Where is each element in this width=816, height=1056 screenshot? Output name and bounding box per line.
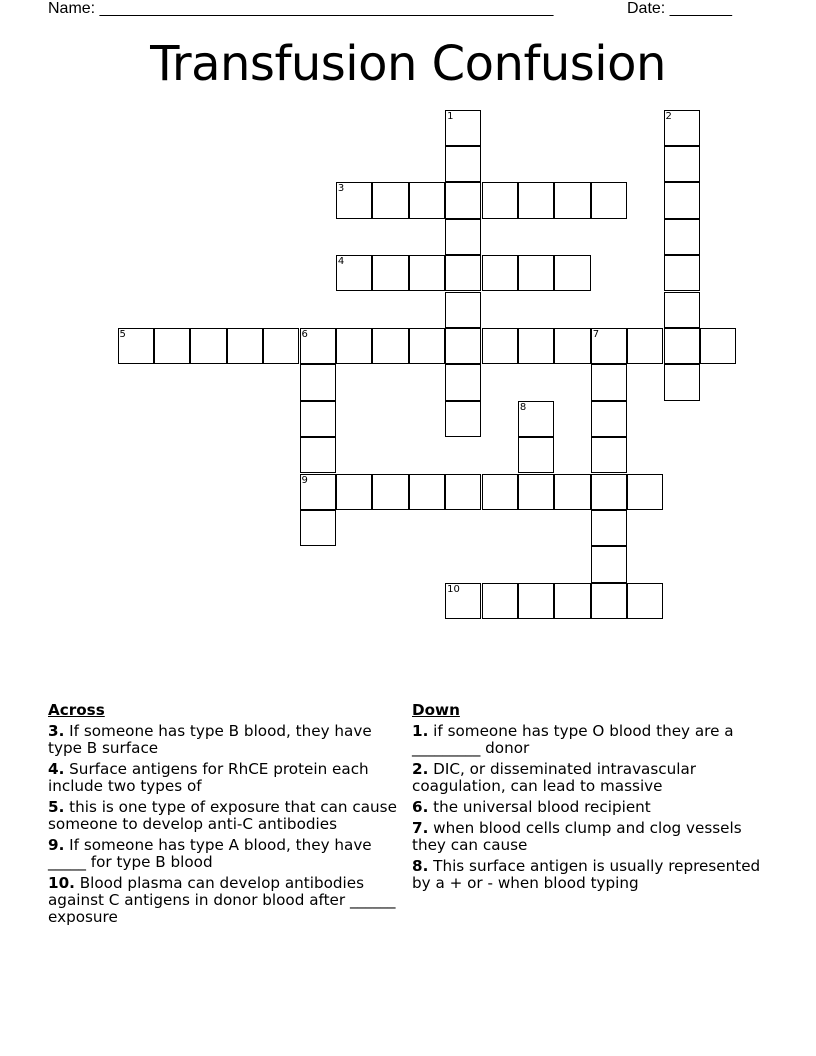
clue-number: 6. bbox=[412, 798, 429, 816]
crossword-cell[interactable] bbox=[409, 182, 445, 218]
down-clues bbox=[412, 702, 772, 896]
across-clue bbox=[48, 723, 408, 757]
cell-number: 6 bbox=[301, 328, 308, 340]
crossword-cell[interactable] bbox=[227, 328, 263, 364]
crossword-cell[interactable] bbox=[627, 583, 663, 619]
crossword-cell[interactable] bbox=[664, 364, 700, 400]
crossword-cell[interactable] bbox=[554, 328, 590, 364]
crossword-cell[interactable] bbox=[518, 328, 554, 364]
crossword-cell[interactable] bbox=[409, 255, 445, 291]
clue-text: DIC, or disseminated intravascular coagulation, can lead to massive bbox=[412, 760, 697, 795]
down-clue bbox=[412, 858, 772, 892]
crossword-cell[interactable] bbox=[591, 546, 627, 582]
crossword-cell[interactable] bbox=[409, 474, 445, 510]
crossword-cell[interactable] bbox=[300, 437, 336, 473]
clue-number: 10. bbox=[48, 874, 75, 892]
crossword-cell[interactable] bbox=[664, 146, 700, 182]
clue-number: 9. bbox=[48, 836, 65, 854]
across-heading: Across bbox=[48, 701, 105, 719]
down-clue bbox=[412, 723, 772, 757]
crossword-cell[interactable] bbox=[591, 401, 627, 437]
clue-number: 5. bbox=[48, 798, 65, 816]
crossword-cell[interactable] bbox=[591, 474, 627, 510]
crossword-cell[interactable] bbox=[118, 328, 154, 364]
crossword-cell[interactable] bbox=[263, 328, 299, 364]
down-heading: Down bbox=[412, 701, 460, 719]
crossword-cell[interactable] bbox=[445, 292, 481, 328]
crossword-cell[interactable] bbox=[300, 401, 336, 437]
crossword-cell[interactable] bbox=[300, 328, 336, 364]
crossword-cell[interactable] bbox=[445, 255, 481, 291]
crossword-cell[interactable] bbox=[591, 437, 627, 473]
down-clue bbox=[412, 820, 772, 854]
across-clues bbox=[48, 702, 408, 930]
clue-text: the universal blood recipient bbox=[433, 798, 651, 816]
crossword-cell[interactable] bbox=[190, 328, 226, 364]
clue-text: This surface antigen is usually represented by a + or - when blood typing bbox=[412, 857, 761, 892]
crossword-cell[interactable] bbox=[445, 182, 481, 218]
crossword-cell[interactable] bbox=[482, 182, 518, 218]
crossword-cell[interactable] bbox=[409, 328, 445, 364]
crossword-cell[interactable] bbox=[664, 328, 700, 364]
cell-number: 5 bbox=[119, 328, 126, 340]
crossword-cell[interactable] bbox=[518, 437, 554, 473]
clue-text: If someone has type A blood, they have _____ for type B blood bbox=[48, 836, 372, 871]
across-clue bbox=[48, 799, 408, 833]
crossword-cell[interactable] bbox=[627, 328, 663, 364]
crossword-cell[interactable] bbox=[445, 583, 481, 619]
cell-number: 4 bbox=[337, 256, 345, 268]
crossword-cell[interactable] bbox=[372, 328, 408, 364]
down-clue bbox=[412, 761, 772, 795]
crossword-cell[interactable] bbox=[336, 328, 372, 364]
crossword-cell[interactable] bbox=[372, 255, 408, 291]
crossword-cell[interactable] bbox=[554, 182, 590, 218]
crossword-cell[interactable] bbox=[518, 182, 554, 218]
crossword-cell[interactable] bbox=[445, 146, 481, 182]
crossword-cell[interactable] bbox=[664, 110, 700, 146]
crossword-cell[interactable] bbox=[518, 583, 554, 619]
crossword-cell[interactable] bbox=[445, 401, 481, 437]
crossword-cell[interactable] bbox=[664, 219, 700, 255]
crossword-cell[interactable] bbox=[372, 182, 408, 218]
clue-text: when blood cells clump and clog vessels they can cause bbox=[412, 819, 742, 854]
crossword-cell[interactable] bbox=[154, 328, 190, 364]
crossword-cell[interactable] bbox=[300, 364, 336, 400]
crossword-cell[interactable] bbox=[445, 219, 481, 255]
clue-number: 8. bbox=[412, 857, 429, 875]
clue-number: 3. bbox=[48, 722, 65, 740]
crossword-cell[interactable] bbox=[445, 110, 481, 146]
crossword-cell[interactable] bbox=[482, 474, 518, 510]
date-field-label: Date: _______ bbox=[627, 0, 732, 17]
clue-number: 2. bbox=[412, 760, 429, 778]
across-clue bbox=[48, 761, 408, 795]
crossword-cell[interactable] bbox=[700, 328, 736, 364]
clue-text: Blood plasma can develop antibodies against C antigens in donor blood after ______ exposure bbox=[48, 874, 396, 926]
crossword-cell[interactable] bbox=[300, 474, 336, 510]
clue-text: this is one type of exposure that can cause someone to develop anti-C antibodies bbox=[48, 798, 397, 833]
puzzle-title: Transfusion Confusion bbox=[150, 36, 666, 92]
cell-number: 1 bbox=[447, 110, 454, 122]
crossword-cell[interactable] bbox=[482, 583, 518, 619]
crossword-cell[interactable] bbox=[591, 182, 627, 218]
header bbox=[48, 0, 768, 18]
cell-number: 10 bbox=[447, 583, 460, 595]
crossword-cell[interactable] bbox=[518, 401, 554, 437]
crossword-cell[interactable] bbox=[445, 474, 481, 510]
cell-number: 7 bbox=[592, 328, 600, 340]
crossword-cell[interactable] bbox=[336, 182, 372, 218]
cell-number: 8 bbox=[519, 401, 527, 413]
crossword-cell[interactable] bbox=[591, 328, 627, 364]
crossword-cell[interactable] bbox=[300, 510, 336, 546]
crossword-cell[interactable] bbox=[482, 328, 518, 364]
clue-number: 4. bbox=[48, 760, 65, 778]
across-clue bbox=[48, 875, 408, 926]
clue-text: If someone has type B blood, they have type B surface bbox=[48, 722, 372, 757]
crossword-cell[interactable] bbox=[554, 474, 590, 510]
across-clue bbox=[48, 837, 408, 871]
crossword-cell[interactable] bbox=[518, 474, 554, 510]
crossword-cell[interactable] bbox=[664, 292, 700, 328]
crossword-cell[interactable] bbox=[591, 364, 627, 400]
crossword-cell[interactable] bbox=[591, 510, 627, 546]
clue-number: 1. bbox=[412, 722, 429, 740]
crossword-cell[interactable] bbox=[591, 583, 627, 619]
cell-number: 9 bbox=[301, 474, 308, 486]
cell-number: 3 bbox=[337, 183, 345, 195]
crossword-cell[interactable] bbox=[554, 255, 590, 291]
crossword-cell[interactable] bbox=[664, 182, 700, 218]
crossword-cell[interactable] bbox=[554, 583, 590, 619]
crossword-cell[interactable] bbox=[445, 364, 481, 400]
crossword-cell[interactable] bbox=[336, 474, 372, 510]
clue-text: Surface antigens for RhCE protein each include two types of bbox=[48, 760, 369, 795]
crossword-cell[interactable] bbox=[664, 255, 700, 291]
crossword-cell[interactable] bbox=[336, 255, 372, 291]
cell-number: 2 bbox=[665, 110, 672, 122]
crossword-cell[interactable] bbox=[445, 328, 481, 364]
down-clue bbox=[412, 799, 772, 816]
clue-text: if someone has type O blood they are a _________ donor bbox=[412, 722, 734, 757]
name-field-label: Name: ___________________________________________________ bbox=[48, 0, 554, 17]
clue-number: 7. bbox=[412, 819, 429, 837]
crossword-cell[interactable] bbox=[482, 255, 518, 291]
crossword-cell[interactable] bbox=[627, 474, 663, 510]
crossword-cell[interactable] bbox=[518, 255, 554, 291]
crossword-cell[interactable] bbox=[372, 474, 408, 510]
